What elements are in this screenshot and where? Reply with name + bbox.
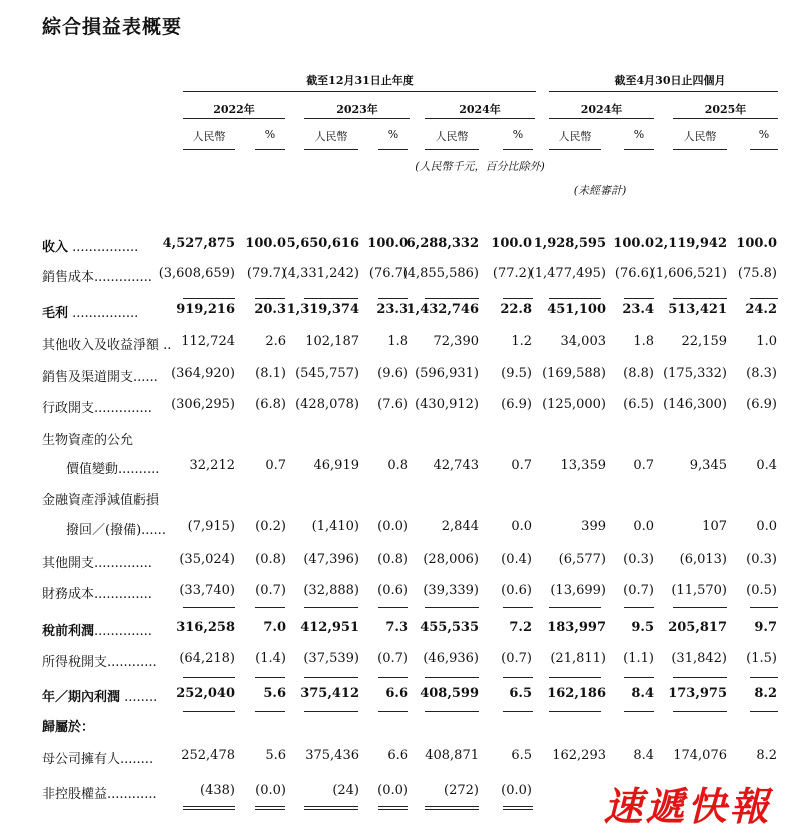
table-row [0, 489, 800, 511]
row-label-text: 稅前利潤 [42, 624, 95, 639]
table-row [0, 583, 800, 605]
leader-dots: .............. [94, 401, 152, 416]
percent-cell: (0.3) [623, 552, 654, 567]
subtotal-rule [183, 298, 235, 299]
amount-cell: 408,599 [420, 686, 479, 701]
percent-cell: 7.2 [509, 620, 532, 635]
percent-cell: (8.1) [255, 366, 286, 381]
amount-cell: 375,436 [305, 748, 359, 763]
subtotal-rule [503, 677, 533, 678]
percent-cell: (0.7) [501, 651, 532, 666]
amount-cell: 1,928,595 [533, 236, 606, 251]
subtotal-rule [624, 677, 654, 678]
amount-cell: (272) [444, 783, 479, 798]
row-label-text: 銷售成本 [42, 270, 95, 285]
leader-dots: .............. [94, 587, 152, 602]
amount-cell: 513,421 [668, 302, 727, 317]
amount-cell: (11,570) [671, 583, 727, 598]
subtotal-rule [673, 677, 727, 678]
amount-cell: 5,650,616 [286, 236, 359, 251]
header-amount: 人民幣 [192, 130, 226, 143]
percent-cell: (8.8) [623, 366, 654, 381]
percent-cell: 1.2 [511, 334, 532, 349]
row-label-text: 其他開支 [42, 556, 95, 571]
row-label [42, 236, 138, 255]
amount-cell: 162,186 [547, 686, 606, 701]
percent-cell: 9.7 [754, 620, 777, 635]
table-row [0, 458, 800, 480]
header-sub-rule [425, 149, 479, 150]
amount-cell: (13,699) [550, 583, 606, 598]
percent-cell: (9.5) [501, 366, 532, 381]
subtotal-rule [673, 298, 727, 299]
amount-cell: (39,339) [423, 583, 479, 598]
percent-cell: (0.5) [746, 583, 777, 598]
percent-cell: (6.9) [501, 397, 532, 412]
leader-dots: .. [159, 338, 172, 353]
amount-cell: 9,345 [689, 458, 727, 473]
header-sub-rule [624, 149, 654, 150]
row-label-text: 母公司擁有人 [42, 752, 121, 767]
subtotal-rule [378, 711, 408, 712]
table-row [0, 302, 800, 324]
unit-note: (人民幣千元，百分比除外) [415, 160, 545, 173]
leader-dots: .............. [94, 556, 152, 571]
leader-dots: ................ [68, 306, 139, 321]
amount-cell: (47,396) [303, 552, 359, 567]
amount-cell: 4,527,875 [162, 236, 235, 251]
header-pct: % [387, 128, 399, 141]
percent-cell: 5.6 [265, 748, 286, 763]
table-row [0, 397, 800, 419]
percent-cell: 0.7 [633, 458, 654, 473]
percent-cell: (75.8) [737, 266, 777, 281]
subtotal-rule [624, 607, 654, 608]
amount-cell: (596,931) [415, 366, 479, 381]
header-year-2025-interim: 2025年 [704, 103, 747, 116]
percent-cell: 8.4 [631, 686, 654, 701]
percent-cell: (1.1) [623, 651, 654, 666]
amount-cell: (4,331,242) [282, 266, 359, 281]
percent-cell: 100.0 [367, 236, 408, 251]
amount-cell: 919,216 [176, 302, 235, 317]
percent-cell: (0.7) [623, 583, 654, 598]
percent-cell: 1.0 [756, 334, 777, 349]
double-underline [183, 806, 235, 810]
table-row [0, 686, 800, 708]
percent-cell: 8.4 [633, 748, 654, 763]
amount-cell: 6,288,332 [406, 236, 479, 251]
amount-cell: 408,871 [425, 748, 479, 763]
percent-cell: (0.6) [501, 583, 532, 598]
header-sub-rule [750, 149, 778, 150]
subtotal-rule [378, 607, 408, 608]
row-label-text: 財務成本 [42, 587, 95, 602]
percent-cell: (77.2) [492, 266, 532, 281]
leader-dots: .............. [94, 624, 152, 639]
percent-cell: (1.5) [746, 651, 777, 666]
row-label-text: 非控股權益 [42, 787, 108, 802]
amount-cell: (31,842) [671, 651, 727, 666]
subtotal-rule [378, 677, 408, 678]
double-underline [378, 806, 408, 810]
amount-cell: 107 [702, 519, 727, 534]
header-year-2024-interim: 2024年 [580, 103, 623, 116]
amount-cell: (6,577) [558, 552, 606, 567]
header-year-rule [673, 118, 778, 119]
table-row [0, 748, 800, 770]
subtotal-rule [673, 711, 727, 712]
subtotal-rule [304, 607, 358, 608]
amount-cell: 2,119,942 [654, 236, 727, 251]
percent-cell: 0.7 [511, 458, 532, 473]
amount-cell: 399 [581, 519, 606, 534]
subtotal-rule [425, 711, 479, 712]
row-label: 生物資產的公允 [42, 433, 134, 448]
percent-cell: 5.6 [263, 686, 286, 701]
amount-cell: 32,212 [189, 458, 235, 473]
amount-cell: 316,258 [176, 620, 235, 635]
leader-dots: .............. [94, 270, 152, 285]
percent-cell: (76.6) [614, 266, 654, 281]
subtotal-rule [425, 677, 479, 678]
amount-cell: 102,187 [305, 334, 359, 349]
amount-cell: (438) [200, 783, 235, 798]
percent-cell: 24.2 [745, 302, 777, 317]
amount-cell: 252,478 [181, 748, 235, 763]
leader-dots: ................ [68, 240, 139, 255]
header-pct: % [512, 128, 524, 141]
percent-cell: (6.8) [255, 397, 286, 412]
header-sub-rule [378, 149, 408, 150]
percent-cell: (7.6) [377, 397, 408, 412]
amount-cell: 72,390 [433, 334, 479, 349]
header-sub-rule [304, 149, 358, 150]
double-underline [304, 806, 358, 810]
table-row [0, 519, 800, 541]
header-pct: % [633, 128, 645, 141]
subtotal-rule [255, 711, 285, 712]
table-row [0, 552, 800, 574]
percent-cell: 7.3 [385, 620, 408, 635]
table-row [0, 429, 800, 451]
subtotal-rule [549, 607, 601, 608]
percent-cell: (0.0) [501, 783, 532, 798]
amount-cell: 112,724 [181, 334, 235, 349]
percent-cell: 0.8 [387, 458, 408, 473]
header-sub-rule [255, 149, 285, 150]
table-row [0, 266, 800, 288]
percent-cell: 100.0 [491, 236, 532, 251]
row-label-text: 銷售及渠道開支 [42, 370, 134, 385]
amount-cell: (125,000) [542, 397, 606, 412]
subtotal-rule [624, 298, 654, 299]
header-sub-rule [183, 149, 235, 150]
amount-cell: (306,295) [171, 397, 235, 412]
amount-cell: 162,293 [552, 748, 606, 763]
row-label-text: 毛利 [42, 306, 69, 321]
percent-cell: 0.0 [511, 519, 532, 534]
subtotal-rule [750, 711, 778, 712]
amount-cell: (35,024) [179, 552, 235, 567]
leader-dots: ............ [107, 787, 157, 802]
table-row [0, 651, 800, 673]
percent-cell: (0.3) [746, 552, 777, 567]
table-row [0, 236, 800, 258]
percent-cell: (76.7) [368, 266, 408, 281]
row-label-text: 所得稅開支 [42, 655, 108, 670]
subtotal-rule [304, 298, 358, 299]
amount-cell: (7,915) [187, 519, 235, 534]
amount-cell: 1,319,374 [286, 302, 359, 317]
subtotal-rule [549, 711, 601, 712]
percent-cell: 23.3 [376, 302, 408, 317]
subtotal-rule [624, 711, 654, 712]
percent-cell: 23.4 [622, 302, 654, 317]
subtotal-rule [549, 298, 601, 299]
percent-cell: 0.0 [756, 519, 777, 534]
amount-cell: (64,218) [179, 651, 235, 666]
percent-cell: 22.8 [500, 302, 532, 317]
amount-cell: 183,997 [547, 620, 606, 635]
percent-cell: (0.0) [255, 783, 286, 798]
table-row [0, 334, 800, 356]
amount-cell: (32,888) [303, 583, 359, 598]
leader-dots: ........ [120, 752, 154, 767]
subtotal-rule [255, 298, 285, 299]
header-sub-rule [673, 149, 727, 150]
amount-cell: 173,975 [668, 686, 727, 701]
subtotal-rule [503, 711, 533, 712]
percent-cell: (6.9) [746, 397, 777, 412]
row-label: 歸屬於： [42, 720, 95, 735]
percent-cell: 8.2 [754, 686, 777, 701]
amount-cell: 375,412 [300, 686, 359, 701]
header-group-interim-rule [549, 91, 778, 92]
percent-cell: 6.5 [511, 748, 532, 763]
amount-cell: (430,912) [415, 397, 479, 412]
percent-cell: 8.2 [756, 748, 777, 763]
header-sub-rule [503, 149, 533, 150]
subtotal-rule [304, 677, 358, 678]
header-year-2023: 2023年 [336, 103, 378, 116]
percent-cell: (0.7) [377, 651, 408, 666]
amount-cell: (21,811) [550, 651, 606, 666]
header-amount: 人民幣 [435, 130, 469, 143]
header-year-2024: 2024年 [459, 103, 501, 116]
percent-cell: (0.2) [255, 519, 286, 534]
row-label [42, 302, 138, 321]
subtotal-rule [378, 298, 408, 299]
percent-cell: (6.5) [623, 397, 654, 412]
header-year-rule [425, 118, 535, 119]
percent-cell: (0.4) [501, 552, 532, 567]
subtotal-rule [183, 677, 235, 678]
amount-cell: (4,855,586) [402, 266, 479, 281]
table-row [0, 366, 800, 388]
amount-cell: 451,100 [547, 302, 606, 317]
percent-cell: 100.0 [613, 236, 654, 251]
subtotal-rule [503, 607, 533, 608]
leader-dots: ........ [120, 690, 158, 705]
table-row [0, 620, 800, 642]
header-group-annual-rule [183, 91, 536, 92]
subtotal-rule [183, 711, 235, 712]
amount-cell: 22,159 [681, 334, 727, 349]
amount-cell: (1,410) [311, 519, 359, 534]
amount-cell: 2,844 [441, 519, 479, 534]
percent-cell: 0.0 [633, 519, 654, 534]
leader-dots: ...... [141, 523, 166, 538]
amount-cell: (175,332) [663, 366, 727, 381]
percent-cell: (9.6) [377, 366, 408, 381]
percent-cell: 6.6 [385, 686, 408, 701]
row-label-text: 撥回／(撥備) [66, 523, 142, 538]
row-label-text: 行政開支 [42, 401, 95, 416]
amount-cell: (1,477,495) [529, 266, 606, 281]
watermark-logo: 速遞快報 [580, 783, 795, 833]
percent-cell: 20.3 [254, 302, 286, 317]
header-group-interim: 截至4月30日止四個月 [614, 74, 726, 87]
row-label: 金融資產淨減值虧損 [42, 493, 160, 508]
header-year-rule [549, 118, 654, 119]
percent-cell: 9.5 [631, 620, 654, 635]
subtotal-rule [425, 298, 479, 299]
percent-cell: 0.7 [265, 458, 286, 473]
amount-cell: 1,432,746 [406, 302, 479, 317]
amount-cell: 412,951 [300, 620, 359, 635]
double-underline [503, 806, 533, 810]
amount-cell: 174,076 [673, 748, 727, 763]
amount-cell: (6,013) [679, 552, 727, 567]
percent-cell: 7.0 [263, 620, 286, 635]
leader-dots: .......... [118, 462, 160, 477]
subtotal-rule [183, 607, 235, 608]
amount-cell: (46,936) [423, 651, 479, 666]
percent-cell: (0.0) [377, 519, 408, 534]
leader-dots: ...... [133, 370, 158, 385]
row-label-text: 年／期內利潤 [42, 690, 121, 705]
header-year-2022: 2022年 [213, 103, 255, 116]
subtotal-rule [255, 607, 285, 608]
amount-cell: (24) [332, 783, 359, 798]
percent-cell: (79.7) [246, 266, 286, 281]
header-amount: 人民幣 [558, 130, 592, 143]
header-year-rule [183, 118, 285, 119]
amount-cell: (146,300) [663, 397, 727, 412]
row-label-text: 價值變動 [66, 462, 119, 477]
amount-cell: (364,920) [171, 366, 235, 381]
subtotal-rule [673, 607, 727, 608]
header-sub-rule [549, 149, 601, 150]
percent-cell: 6.6 [387, 748, 408, 763]
percent-cell: (0.0) [377, 783, 408, 798]
leader-dots: ............ [107, 655, 157, 670]
amount-cell: (33,740) [179, 583, 235, 598]
header-pct: % [758, 128, 770, 141]
percent-cell: 2.6 [265, 334, 286, 349]
subtotal-rule [549, 677, 601, 678]
amount-cell: 205,817 [668, 620, 727, 635]
amount-cell: 13,359 [560, 458, 606, 473]
percent-cell: (1.4) [255, 651, 286, 666]
amount-cell: 455,535 [420, 620, 479, 635]
percent-cell: 1.8 [633, 334, 654, 349]
amount-cell: (1,606,521) [650, 266, 727, 281]
percent-cell: 100.0 [245, 236, 286, 251]
header-group-annual: 截至12月31日止年度 [306, 74, 414, 87]
header-year-rule [304, 118, 410, 119]
percent-cell: (0.8) [377, 552, 408, 567]
double-underline [425, 806, 479, 810]
header-amount: 人民幣 [683, 130, 717, 143]
percent-cell: 6.5 [509, 686, 532, 701]
percent-cell: 1.8 [387, 334, 408, 349]
percent-cell: (8.3) [746, 366, 777, 381]
subtotal-rule [750, 298, 778, 299]
unaudited-note: (未經審計) [573, 184, 627, 197]
amount-cell: (428,078) [295, 397, 359, 412]
amount-cell: 46,919 [313, 458, 359, 473]
amount-cell: (28,006) [423, 552, 479, 567]
amount-cell: 34,003 [560, 334, 606, 349]
amount-cell: 252,040 [176, 686, 235, 701]
percent-cell: (0.8) [255, 552, 286, 567]
subtotal-rule [503, 298, 533, 299]
percent-cell: (0.7) [255, 583, 286, 598]
subtotal-rule [750, 607, 778, 608]
amount-cell: (545,757) [295, 366, 359, 381]
amount-cell: 42,743 [433, 458, 479, 473]
subtotal-rule [425, 607, 479, 608]
amount-cell: (3,608,659) [158, 266, 235, 281]
percent-cell: 0.4 [756, 458, 777, 473]
header-amount: 人民幣 [314, 130, 348, 143]
row-label-text: 其他收入及收益淨額 [42, 338, 160, 353]
page-title: 綜合損益表概要 [42, 16, 183, 38]
amount-cell: (37,539) [303, 651, 359, 666]
amount-cell: (169,588) [542, 366, 606, 381]
subtotal-rule [304, 711, 358, 712]
subtotal-rule [255, 677, 285, 678]
subtotal-rule [750, 677, 778, 678]
percent-cell: (0.6) [377, 583, 408, 598]
double-underline [255, 806, 285, 810]
percent-cell: 100.0 [736, 236, 777, 251]
header-pct: % [264, 128, 276, 141]
row-label-text: 收入 [42, 240, 69, 255]
table-row [0, 716, 800, 738]
